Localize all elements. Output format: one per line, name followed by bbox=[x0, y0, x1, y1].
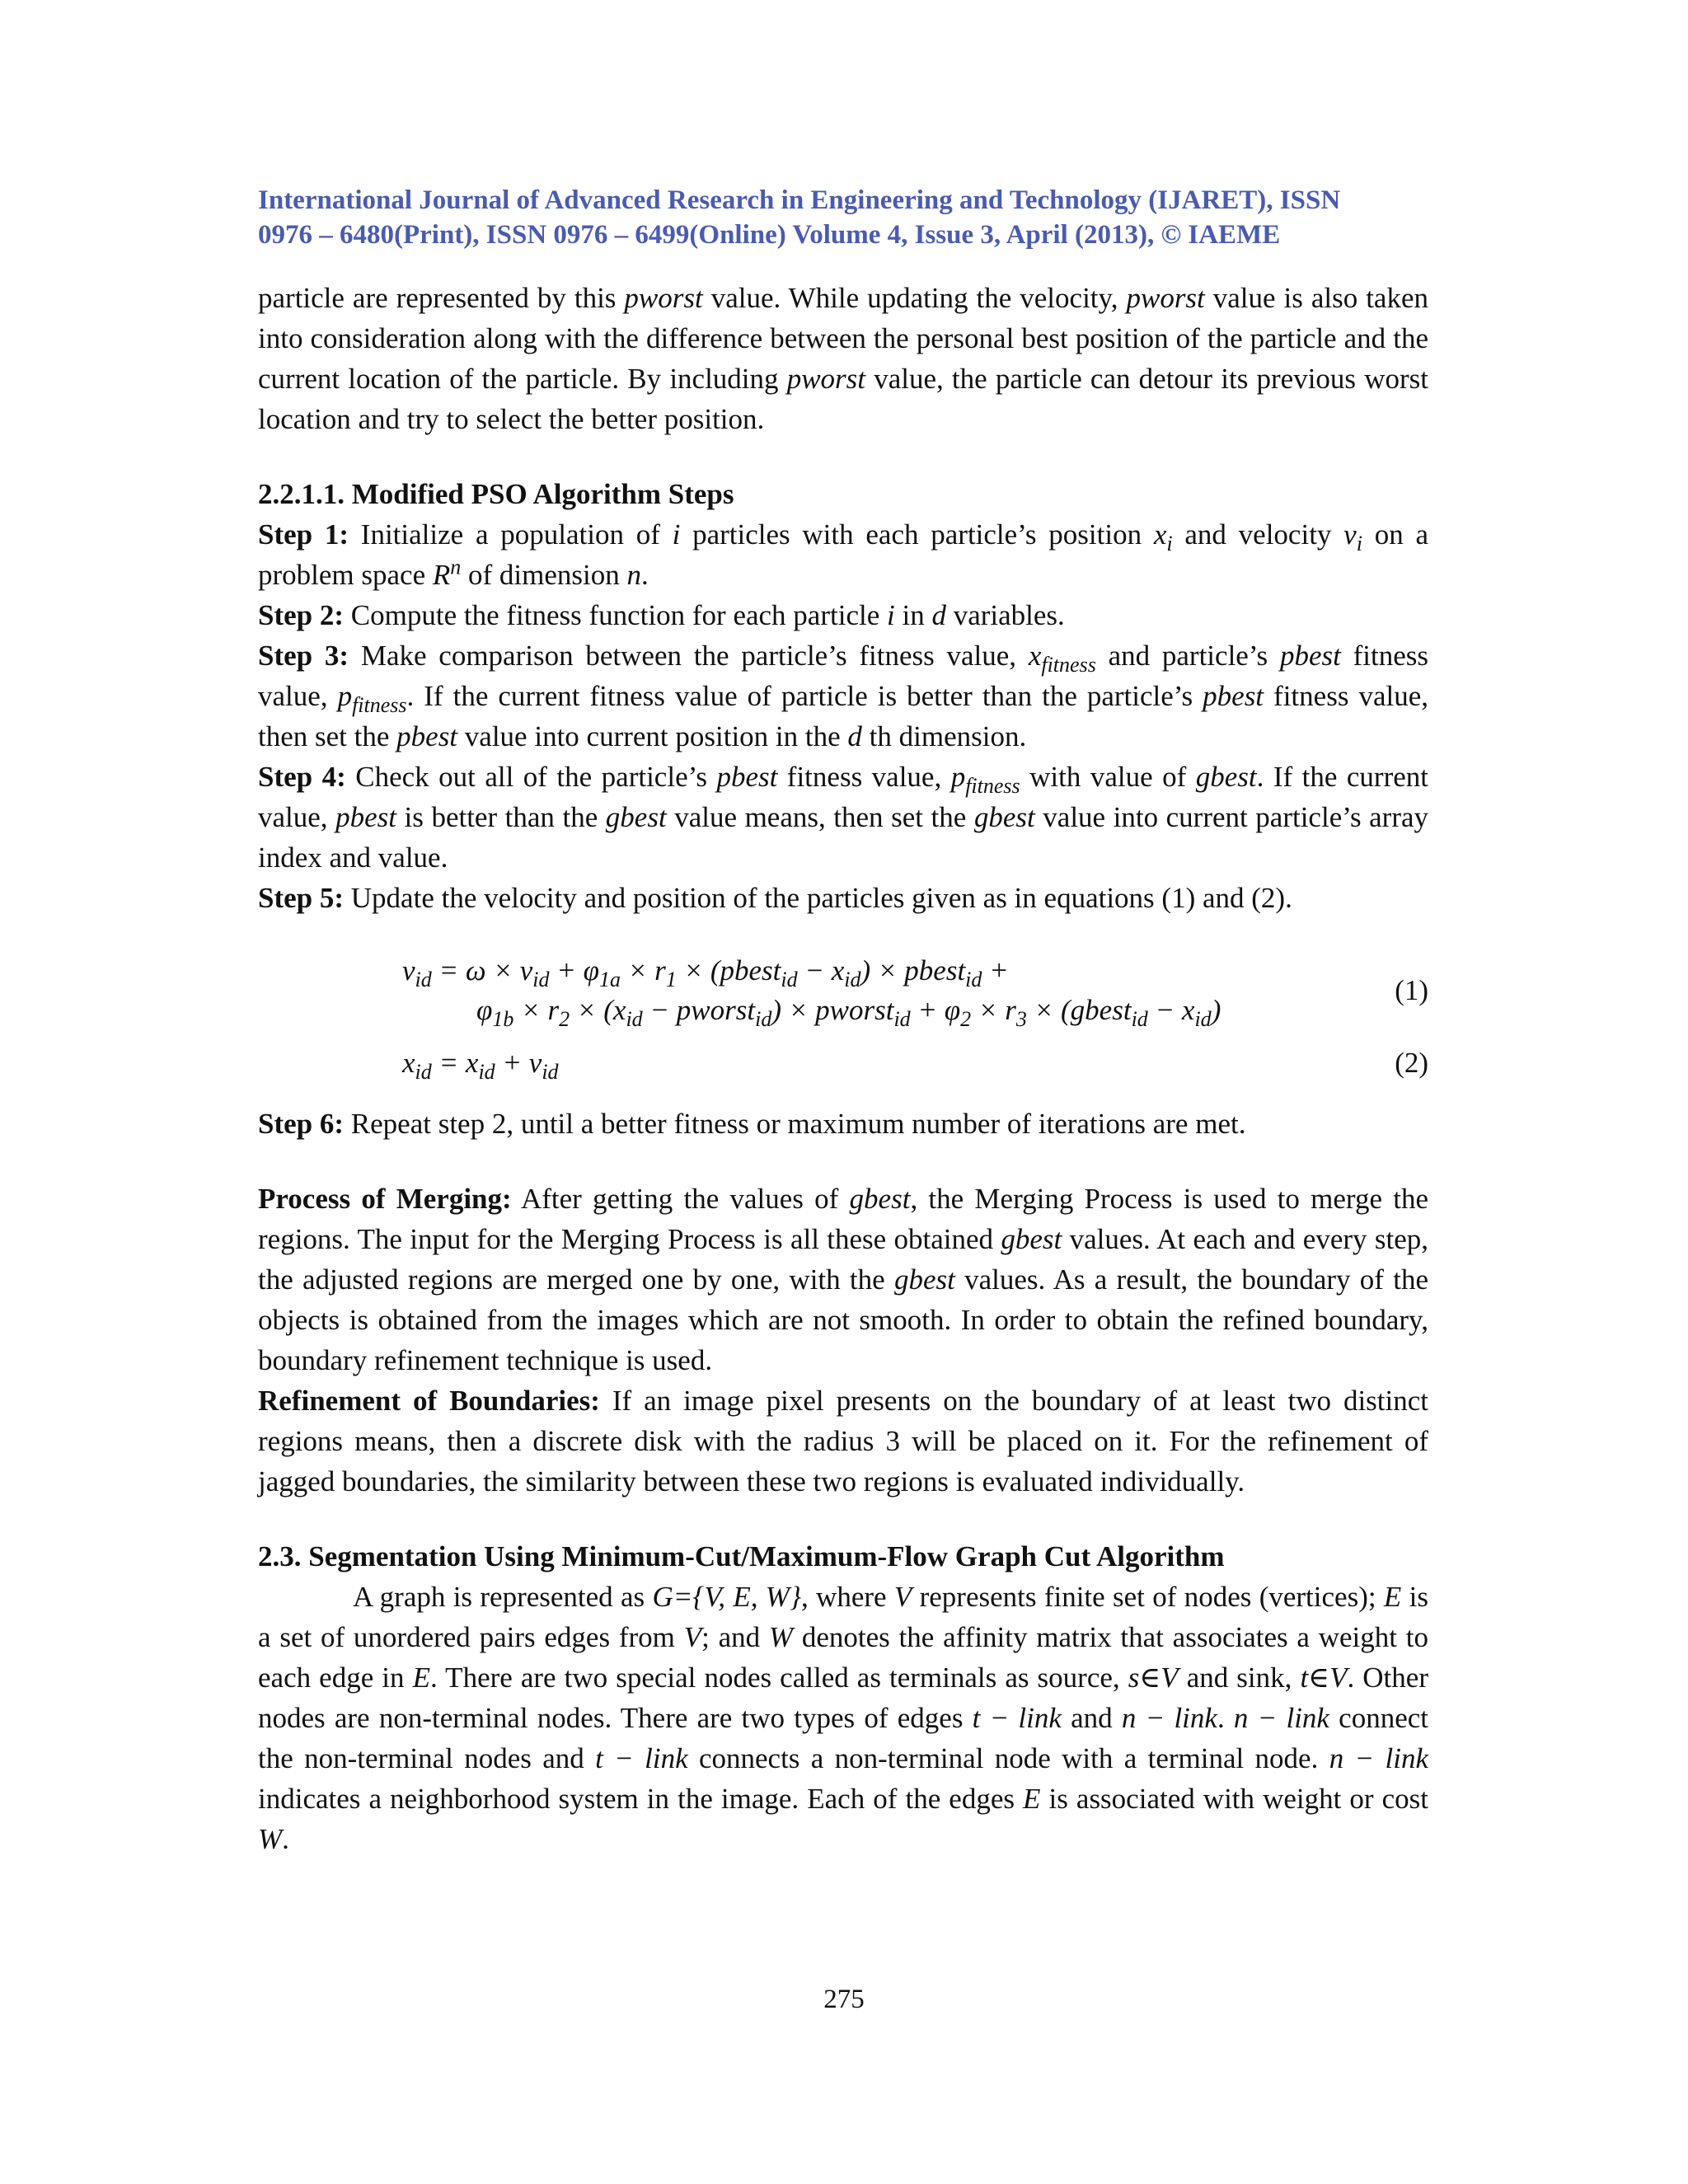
step-text: and particle’s bbox=[1095, 640, 1280, 672]
math-var: gbest bbox=[973, 801, 1035, 833]
math-var: v bbox=[1343, 518, 1357, 551]
step-4 bbox=[258, 757, 1428, 878]
intro-text: value. While updating the velocity, bbox=[702, 282, 1127, 314]
step-3 bbox=[258, 635, 1428, 757]
math-subscript: fitness bbox=[965, 774, 1020, 798]
step-text: Update the velocity and position of the particles given as in equations (1) and (2). bbox=[344, 882, 1292, 914]
step-text: fitness value, then set the bbox=[258, 680, 1428, 752]
equation-number-1: (1) bbox=[1395, 974, 1428, 1006]
step-text: and velocity bbox=[1172, 518, 1344, 551]
merging-paragraph: Process of Merging: After getting the values of gbest, the Merging Process is used to merge the regions. The input for the Merging Process is all these obtained gbest values. At each and every step, the adjusted regions are merged one by one, with the gbest values. As a result, the boundary of the objects is obtained from the images which are not smooth. In order to obtain the refined boundary, boundary refinement technique is used. bbox=[258, 1183, 1428, 1376]
math-var: pbest bbox=[335, 801, 396, 833]
math-var: gbest bbox=[605, 801, 667, 833]
step-label: Step 4: bbox=[258, 761, 346, 793]
step-text: Compute the fitness function for each particle bbox=[344, 599, 887, 631]
step-text: fitness value, bbox=[777, 761, 951, 793]
step-text: fitness value, bbox=[258, 640, 1428, 712]
step-text: value into current particle’s array index and value. bbox=[258, 801, 1429, 874]
paragraph-label: Process of Merging: bbox=[258, 1183, 512, 1215]
math-gbest: gbest bbox=[1001, 1223, 1062, 1255]
math-var: pbest bbox=[396, 720, 458, 752]
math-var: pbest bbox=[1279, 640, 1341, 672]
math-var: n − link bbox=[1329, 1742, 1428, 1774]
math-var: x bbox=[1153, 518, 1167, 551]
journal-header-line-2: 0976 – 6480(Print), ISSN 0976 – 6499(Online) Volume 4, Issue 3, April (2013), © IAEME bbox=[258, 220, 1281, 250]
step-text: with value of bbox=[1020, 761, 1196, 793]
math-var: V bbox=[893, 1581, 912, 1613]
step-label: Step 3: bbox=[258, 640, 349, 672]
math-var: t − link bbox=[972, 1702, 1062, 1734]
math-var: p bbox=[950, 761, 966, 793]
math-var: n − link bbox=[1233, 1702, 1329, 1734]
intro-text: particle are represented by this bbox=[258, 282, 625, 314]
math-var: d bbox=[931, 599, 946, 631]
math-var: i bbox=[886, 599, 895, 631]
math-var: t − link bbox=[595, 1742, 688, 1774]
paragraph-label: Refinement of Boundaries: bbox=[258, 1385, 600, 1417]
page-number: 275 bbox=[823, 1985, 865, 2014]
math-superscript: n bbox=[450, 555, 462, 579]
step-text: in bbox=[894, 599, 932, 631]
step-label: Step 5: bbox=[258, 882, 345, 914]
math-subscript: i bbox=[1166, 532, 1173, 555]
step-text: . bbox=[641, 559, 649, 591]
math-var: i bbox=[672, 518, 681, 551]
math-var: s∈V bbox=[1128, 1661, 1179, 1694]
math-pworst: pworst bbox=[1126, 282, 1205, 314]
step-5 bbox=[258, 878, 1428, 918]
math-subscript: fitness bbox=[352, 693, 407, 717]
math-var: E bbox=[1023, 1783, 1041, 1815]
math-pworst: pworst bbox=[786, 363, 866, 395]
intro-text: value, the particle can detour its previous worst location and try to select the better position. bbox=[258, 363, 1428, 435]
step-label: Step 2: bbox=[258, 599, 345, 631]
math-var: n − link bbox=[1121, 1702, 1217, 1734]
equation-2: $x_{id} = x_{id} + v_{id}$ bbox=[402, 1047, 559, 1084]
math-pworst: pworst bbox=[624, 282, 703, 314]
equation-1-line-1: $v_{id} = \omega \times v_{id} + \varphi_{1a} \times r_1$ × (pbest$_{id}$ − $x_{id}$) × pbest$_{id}$ + bbox=[402, 954, 1009, 991]
math-var: E bbox=[412, 1661, 430, 1694]
step-2 bbox=[258, 595, 1428, 635]
math-gbest: gbest bbox=[849, 1183, 911, 1215]
math-var: d bbox=[847, 720, 862, 752]
section-heading-2-2-1-1: 2.2.1.1. Modified PSO Algorithm Steps bbox=[258, 478, 734, 510]
step-text: is better than the bbox=[396, 801, 606, 833]
math-subscript: fitness bbox=[1041, 653, 1096, 677]
step-text: particles with each particle’s position bbox=[680, 518, 1154, 551]
math-var: R bbox=[432, 559, 451, 591]
step-6 bbox=[258, 1104, 1428, 1144]
step-text: value into current position in the bbox=[457, 720, 848, 752]
math-var: n bbox=[626, 559, 641, 591]
math-subscript: i bbox=[1356, 532, 1362, 555]
math-var: W bbox=[258, 1823, 283, 1855]
math-var: gbest bbox=[1195, 761, 1257, 793]
step-text: . If the current value, bbox=[258, 761, 1428, 833]
step-text: value means, then set the bbox=[666, 801, 974, 833]
step-text: of dimension bbox=[461, 559, 627, 591]
math-var: pbest bbox=[716, 761, 778, 793]
math-var: E bbox=[1383, 1581, 1402, 1613]
equation-number-2: (2) bbox=[1395, 1047, 1428, 1079]
graph-cut-paragraph: A graph is represented as G={V, E, W}, where V represents finite set of nodes (vertices); E is a set of unordered pairs edges from V; and W denotes the affinity matrix that associates a weight to each edge in E. There are two special nodes called as terminals as source, s∈V and sink, t∈V. Other nodes are non-terminal nodes. There are two types of edges t − link and n − link. n − link connect the non-terminal nodes and t − link connects a non-terminal node with a terminal node. n − link indicates a neighborhood system in the image. Each of the edges E is associated with weight or cost W. bbox=[258, 1581, 1429, 1855]
math-var: t∈V bbox=[1300, 1661, 1348, 1694]
step-label: Step 1: bbox=[258, 518, 349, 551]
math-var: x bbox=[1028, 640, 1042, 672]
intro-text: value is also taken into consideration along with the difference between the personal best position of the particle and the current location of the particle. By including bbox=[258, 282, 1428, 395]
refinement-paragraph: Refinement of Boundaries: If an image pixel presents on the boundary of at least two distinct regions means, then a discrete disk with the radius 3 will be placed on it. For the refinement of jagged boundaries, the similarity between these two regions is evaluated individually. bbox=[258, 1385, 1429, 1497]
math-var: G={V, E, W} bbox=[652, 1581, 801, 1613]
equation-block bbox=[258, 949, 1428, 1085]
math-gbest: gbest bbox=[893, 1263, 955, 1296]
journal-header-line-1: International Journal of Advanced Research in Engineering and Technology (IJARET), ISSN bbox=[258, 185, 1341, 215]
math-var: pbest bbox=[1203, 680, 1264, 712]
step-text: . If the current fitness value of particle is better than the particle’s bbox=[406, 680, 1203, 712]
step-text: Make comparison between the particle’s fitness value, bbox=[349, 640, 1029, 672]
step-text: on a problem space bbox=[258, 518, 1429, 591]
step-text: Initialize a population of bbox=[349, 518, 673, 551]
page-body bbox=[258, 278, 1428, 1859]
math-var: W bbox=[768, 1621, 794, 1653]
step-text: variables. bbox=[945, 599, 1065, 631]
journal-header bbox=[258, 183, 1428, 252]
math-var: V bbox=[683, 1621, 702, 1653]
step-label: Step 6: bbox=[258, 1108, 345, 1140]
step-text: Repeat step 2, until a better fitness or maximum number of iterations are met. bbox=[344, 1108, 1246, 1140]
equation-1-line-2: $\varphi_{1b} \times r_2 \times (x_{id}$ − pworst$_{id}$) × pworst$_{id}$ + $\varphi_2 \times r_3$ × (gbest$_{id}$ − $x_{id}$) bbox=[476, 994, 1221, 1031]
step-1 bbox=[258, 514, 1428, 595]
step-text: th dimension. bbox=[861, 720, 1027, 752]
math-var: p bbox=[337, 680, 353, 712]
step-text: Check out all of the particle’s bbox=[345, 761, 717, 793]
section-heading-2-3: 2.3. Segmentation Using Minimum-Cut/Maximum-Flow Graph Cut Algorithm bbox=[258, 1540, 1225, 1572]
intro-paragraph bbox=[258, 278, 1428, 439]
